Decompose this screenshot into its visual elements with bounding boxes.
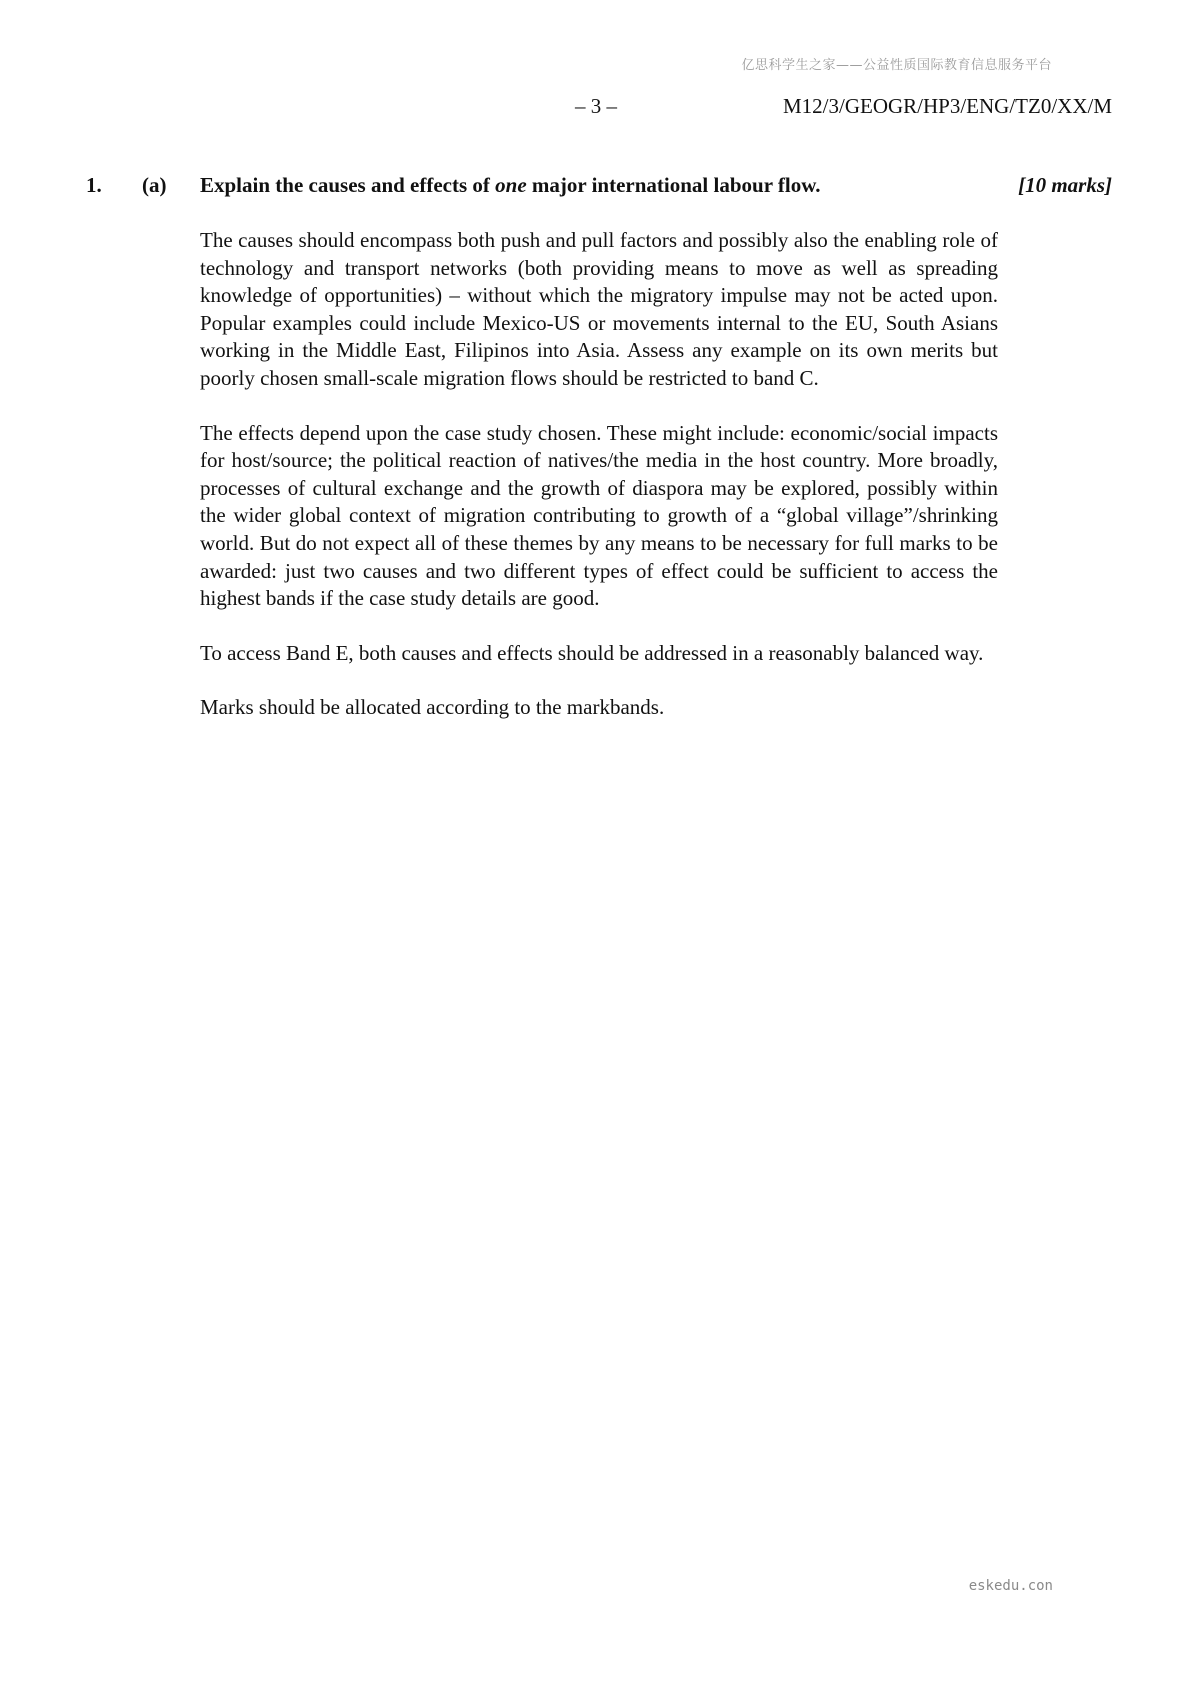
markscheme-body (200, 227, 998, 749)
paragraph-effects: The effects depend upon the case study chosen. These might include: economic/social impacts for host/source; the political reaction of natives/the media in the host country. More broadly, processes of cultural exchange and the growth of diaspora may be explored, possibly within the wider global context of migration contributing to growth of a “global village”/shrinking world. But do not expect all of these themes by any means to be necessary for full marks to be awarded: just two causes and two different types of effect could be sufficient to access the highest bands if the case study details are good. (200, 420, 998, 611)
watermark-bottom-text: eskedu.con (968, 1578, 1053, 1594)
question-prompt-before: Explain the causes and effects of (200, 173, 496, 197)
paragraph-band-e: To access Band E, both causes and effects should be addressed in a reasonably balanced way. (200, 640, 984, 665)
question-number: 1. (86, 173, 102, 197)
question-prompt-emphasis: one (495, 173, 527, 197)
question-prompt (200, 173, 821, 198)
paragraph-markbands: Marks should be allocated according to the markbands. (200, 695, 665, 720)
document-code: M12/3/GEOGR/HP3/ENG/TZ0/XX/M (782, 94, 1112, 118)
question-marks: [10 marks] (1018, 173, 1112, 197)
question-part: (a) (142, 173, 167, 197)
paragraph-causes: The causes should encompass both push and pull factors and possibly also the enabling role of technology and transport networks (both providing means to move as well as spreading knowledge of opportunities) – without which the migratory impulse may not be acted upon. Popular examples could include Mexico-US or movements internal to the EU, South Asians working in the Middle East, Filipinos into Asia. Assess any example on its own merits but poorly chosen small-scale migration flows should be restricted to band C. (200, 228, 998, 390)
question-prompt-after: major international labour flow. (526, 173, 821, 197)
page-number: – 3 – (575, 94, 617, 118)
watermark-top-text: 亿思科学生之家——公益性质国际教育信息服务平台 (741, 58, 1052, 73)
